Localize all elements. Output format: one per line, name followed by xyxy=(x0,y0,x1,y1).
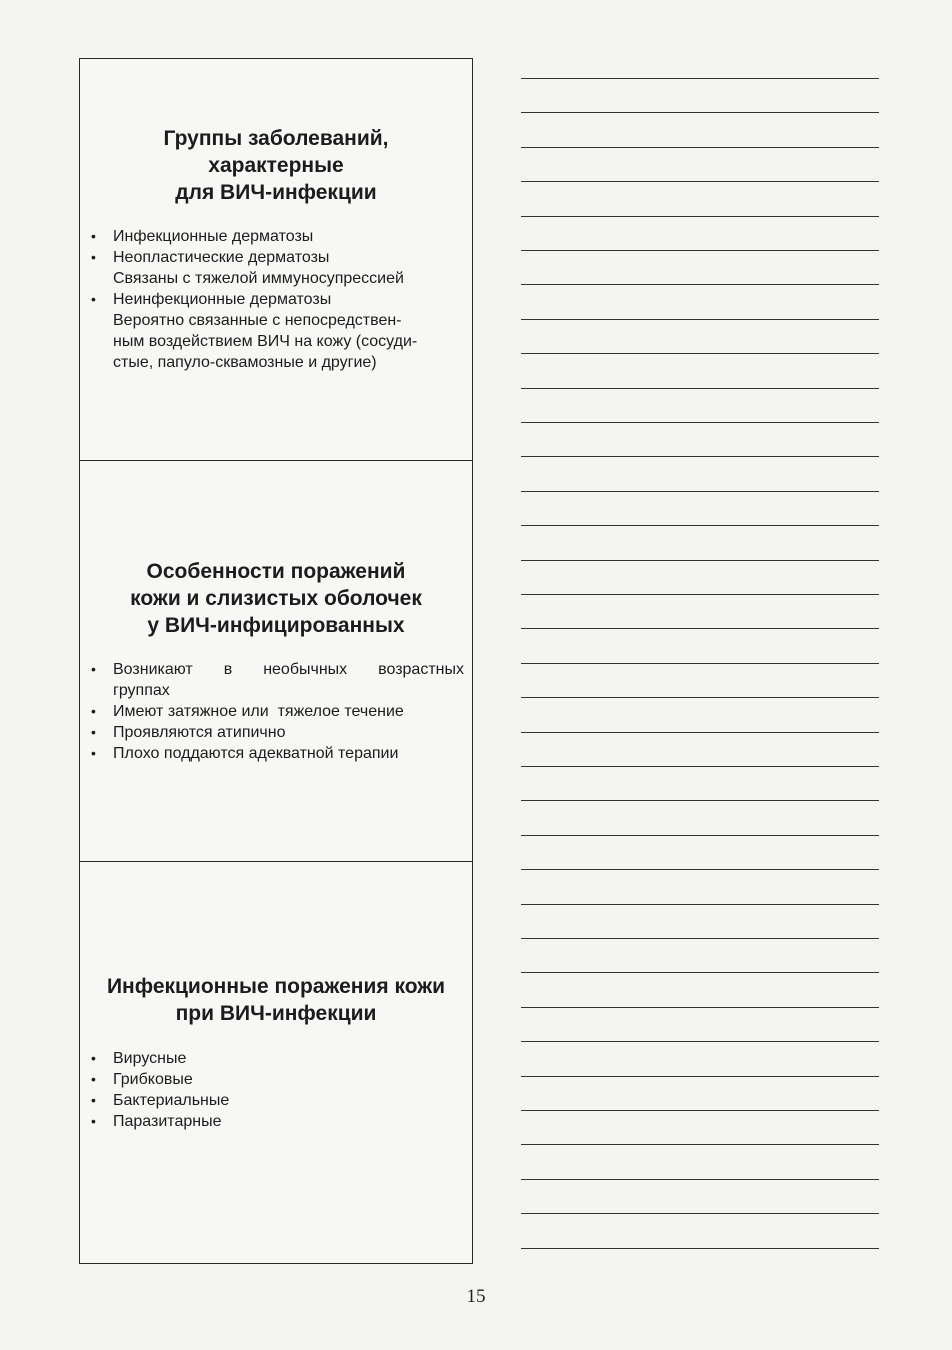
note-line xyxy=(521,835,879,836)
note-line xyxy=(521,78,879,79)
note-line xyxy=(521,904,879,905)
bullet-icon: • xyxy=(91,661,96,677)
list-item-text: Плохо поддаются адекватной терапии xyxy=(113,745,399,762)
note-line xyxy=(521,284,879,285)
list-item xyxy=(86,659,464,701)
list-item xyxy=(86,1069,464,1090)
note-line xyxy=(521,319,879,320)
slide-2-bullets xyxy=(86,659,464,764)
list-item-text: Имеют затяжное или тяжелое течение xyxy=(113,703,404,720)
note-line xyxy=(521,1248,879,1249)
slide-2 xyxy=(80,460,472,861)
list-item-text: Вирусные xyxy=(113,1050,187,1067)
list-item-text: Паразитарные xyxy=(113,1113,222,1130)
note-line xyxy=(521,869,879,870)
slide-3-title: Инфекционные поражения кожи при ВИЧ-инфекции xyxy=(106,975,446,1025)
note-line xyxy=(521,766,879,767)
note-line xyxy=(521,147,879,148)
note-line xyxy=(521,1076,879,1077)
list-item xyxy=(86,1111,464,1132)
note-line xyxy=(521,388,879,389)
slide-1-bullets xyxy=(86,226,464,373)
slide-1 xyxy=(80,59,472,460)
note-line xyxy=(521,732,879,733)
note-line xyxy=(521,456,879,457)
note-line xyxy=(521,938,879,939)
note-line xyxy=(521,422,879,423)
list-item-subtext: Связаны с тяжелой иммуносупрессией xyxy=(113,270,404,287)
list-item-text: Возникают в необычных возрастных xyxy=(113,661,464,678)
bullet-icon: • xyxy=(91,703,96,719)
list-item-text: Проявляются атипично xyxy=(113,724,286,741)
note-line xyxy=(521,697,879,698)
list-item-subtext: группах xyxy=(113,682,170,699)
note-line xyxy=(521,1007,879,1008)
note-line xyxy=(521,216,879,217)
list-item-text: Неопластические дерматозы xyxy=(113,249,330,266)
note-line xyxy=(521,112,879,113)
list-item xyxy=(86,722,464,743)
bullet-icon: • xyxy=(91,1092,96,1108)
note-line xyxy=(521,181,879,182)
list-item xyxy=(86,701,464,722)
note-line xyxy=(521,1110,879,1111)
note-line xyxy=(521,1213,879,1214)
note-line xyxy=(521,560,879,561)
note-line xyxy=(521,525,879,526)
note-line xyxy=(521,628,879,629)
list-item-subtext: Вероятно связанные с непосредствен- ным воздействием ВИЧ на кожу (сосуди- стые, папуло-сквамозные и другие) xyxy=(113,312,418,371)
list-item xyxy=(86,1048,464,1069)
page-number: 15 xyxy=(466,1286,486,1307)
note-line xyxy=(521,491,879,492)
bullet-icon: • xyxy=(91,228,96,244)
slide-3 xyxy=(80,861,472,1264)
note-line xyxy=(521,1179,879,1180)
list-item-text: Бактериальные xyxy=(113,1092,230,1109)
note-line xyxy=(521,1144,879,1145)
list-item xyxy=(86,1090,464,1111)
note-line xyxy=(521,1041,879,1042)
bullet-icon: • xyxy=(91,249,96,265)
note-line xyxy=(521,353,879,354)
note-line xyxy=(521,800,879,801)
bullet-icon: • xyxy=(91,1050,96,1066)
list-item-text: Инфекционные дерматозы xyxy=(113,228,314,245)
list-item-text: Грибковые xyxy=(113,1071,193,1088)
bullet-icon: • xyxy=(91,1113,96,1129)
list-item-text: Неинфекционные дерматозы xyxy=(113,291,332,308)
bullet-icon: • xyxy=(91,745,96,761)
list-item xyxy=(86,247,464,289)
bullet-icon: • xyxy=(91,291,96,307)
note-line xyxy=(521,250,879,251)
bullet-icon: • xyxy=(91,724,96,740)
slide-1-title: Группы заболеваний, характерные для ВИЧ-инфекции xyxy=(163,127,389,204)
note-line xyxy=(521,972,879,973)
note-line xyxy=(521,594,879,595)
slide-3-bullets xyxy=(86,1048,464,1132)
note-line xyxy=(521,663,879,664)
slides-column xyxy=(79,58,473,1264)
slide-2-title: Особенности поражений кожи и слизистых оболочек у ВИЧ-инфицированных xyxy=(130,560,422,637)
list-item xyxy=(86,226,464,247)
list-item xyxy=(86,743,464,764)
bullet-icon: • xyxy=(91,1071,96,1087)
list-item xyxy=(86,289,464,373)
